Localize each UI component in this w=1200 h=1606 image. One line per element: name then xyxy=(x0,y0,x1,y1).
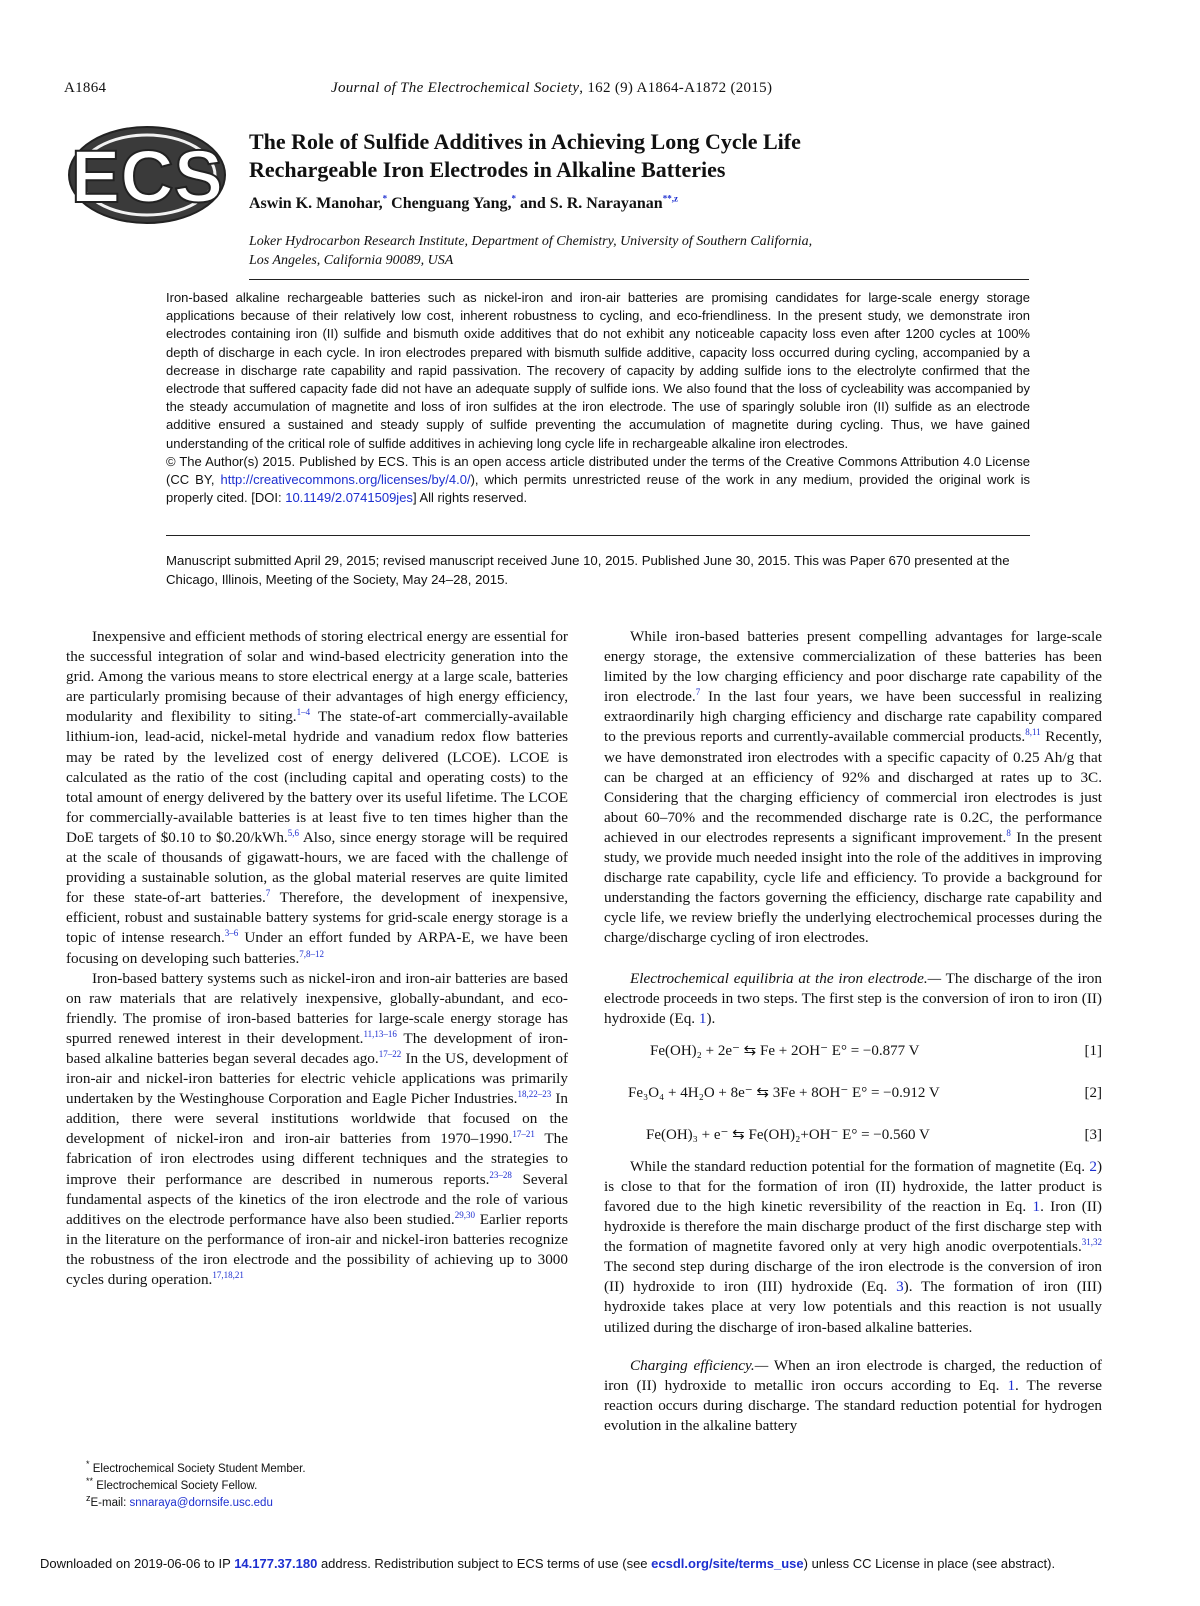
text: The development of iron-based alkaline batteries began several decades ago. xyxy=(66,1029,568,1067)
equation-2 xyxy=(604,1083,1102,1103)
equation-number: [1] xyxy=(1084,1042,1102,1059)
section-paragraph xyxy=(604,969,1102,1029)
footnote-text: Electrochemical Society Student Member. xyxy=(92,1463,306,1475)
text: In addition, there were several institutions worldwide that focused on the development of nickel-iron and iron-air batteries from 1970–1990. xyxy=(66,1090,568,1148)
text: Also, since energy storage will be required at the scale of thousands of gigawatt-hours, we are faced with the challenge of providing a sustainable solution, as the global material reserves are quite limited for these state-of-art batteries. xyxy=(66,828,568,907)
author-3-mark[interactable]: **,z xyxy=(662,193,678,204)
text: When an iron electrode is charged, the reduction of iron (II) hydroxide to metallic iron occurs according to Eq. xyxy=(604,1356,1102,1394)
notice-text: Downloaded on 2019-06-06 to IP xyxy=(40,1556,235,1571)
page-id: A1864 xyxy=(64,80,107,96)
equation-link[interactable]: 3 xyxy=(896,1278,904,1296)
text: In the last four years, we have been successful in realizing extraordinarily high charging efficiency and discharge rate capability compared to the previous reports and currently-available commercial products. xyxy=(604,688,1102,746)
download-notice xyxy=(40,1556,1170,1571)
manuscript-info: Manuscript submitted April 29, 2015; revised manuscript received June 10, 2015. Published June 30, 2015. This was Paper 670 presented at the Chicago, Illinois, Meeting of the Society, May 24–28, 2015. xyxy=(166,553,1010,587)
abstract-rule xyxy=(166,535,1030,536)
footnote-mark: * xyxy=(86,1459,90,1470)
footnote-text: E-mail: xyxy=(90,1497,130,1509)
text: Under an effort funded by ARPA-E, we have been focusing on developing such batteries. xyxy=(66,929,568,967)
text: . The reverse reaction occurs during discharge. The standard reduction potential for hydrogen evolution in the alkaline battery xyxy=(604,1376,1102,1434)
affiliation xyxy=(249,232,1009,270)
text: Several fundamental aspects of the kinetics of the iron electrode and the role of various additives on the electrode performance have also been studied. xyxy=(66,1170,568,1228)
text: In the US, development of iron-air and nickel-iron batteries for electric vehicle applications was primarily undertaken by the Westinghouse Corporation and Eagle Picher Industries. xyxy=(66,1049,569,1108)
equation-text: Fe(OH)₂ + 2e⁻ ⇆ Fe + 2OH⁻ E° = −0.877 V xyxy=(650,1042,920,1059)
footnote xyxy=(86,1478,566,1495)
text: Inexpensive and efficient methods of storing electrical energy are essential for the successful integration of solar and wind-based electricity generation into the grid. Among the various means to store electrical energy at a large scale, batteries are particularly promising because of their advantages of high energy efficiency, modularity and flexibility to siting. xyxy=(66,628,568,726)
paragraph xyxy=(604,1157,1102,1338)
text: Earlier reports in the literature on the performance of iron-air and nickel-iron batteries recognize the robustness of the iron electrode and the possibility of achieving up to 3000 cycles during operation. xyxy=(66,1210,568,1288)
equation-link[interactable]: 2 xyxy=(1089,1157,1097,1175)
affiliation-line-2: Los Angeles, California 90089, USA xyxy=(249,253,454,268)
text: ). xyxy=(706,1009,716,1027)
text: While the standard reduction potential for the formation of magnetite (Eq. xyxy=(630,1157,1090,1175)
text: . Iron (II) hydroxide is therefore the main discharge product of the first discharge step with the formation of magnetite favored only at very high anodic overpotentials. xyxy=(604,1197,1102,1256)
license-link[interactable]: http://creativecommons.org/licenses/by/4.0/ xyxy=(220,472,471,488)
equation-3 xyxy=(604,1125,1102,1145)
terms-link[interactable]: ecsdl.org/site/terms_use xyxy=(651,1556,804,1571)
footnote xyxy=(86,1461,566,1478)
license-text-2: ), which permits unrestricted reuse of the work in any medium, provided the original work is properly cited. [DOI: xyxy=(166,472,1030,506)
footnote-mark: z xyxy=(86,1493,91,1504)
right-column xyxy=(604,627,1102,1436)
title-rule xyxy=(249,279,1029,280)
paragraph xyxy=(604,627,1102,949)
equation-text: Fe₃O₄ + 4H₂O + 8e⁻ ⇆ 3Fe + 8OH⁻ E° = −0.912 V xyxy=(628,1084,940,1101)
citation-link[interactable]: 23–28 xyxy=(489,1169,512,1180)
citation-link[interactable]: 18,22–23 xyxy=(517,1089,552,1100)
abstract-text: Iron-based alkaline rechargeable batteries such as nickel-iron and iron-air batteries are promising candidates for large-scale energy storage applications because of their relatively low cost, inherent robustness to cycling, and eco-friendliness. In the present study, we demonstrate iron electrodes containing iron (II) sulfide and bismuth oxide additives that do not exhibit any noticeable capacity loss even after 1200 cycles at 100% depth of discharge in each cycle. In iron electrodes prepared with bismuth sulfide additive, capacity loss occurred during cycling, accompanied by a decrease in discharge rate capability and rapid passivation. The recovery of capacity by adding sulfide ions to the electrolyte confirmed that the electrode that suffered capacity fade did not have an adequate supply of sulfide ions. We also found that the loss of cycleability was accompanied by the steady accumulation of magnetite and loss of iron sulfides at the iron electrode. The use of sparingly soluble iron (II) sulfide as an electrode additive ensured a sustained and steady supply of sulfide preventing the accumulation of magnetite during cycling. Thus, we have gained understanding of the critical role of sulfide additives in achieving long cycle life in rechargeable alkaline iron electrodes. xyxy=(166,290,1030,451)
logo-text: ECS xyxy=(70,135,224,218)
section-paragraph xyxy=(604,1356,1102,1436)
ecs-logo xyxy=(66,124,228,226)
citation-link[interactable]: 8 xyxy=(1006,827,1011,838)
citation-link[interactable]: 17–21 xyxy=(512,1129,535,1140)
citation-link[interactable]: 5,6 xyxy=(287,827,299,838)
text: The fabrication of iron electrodes using different techniques and the strategies to improve their performance are described in numerous reports. xyxy=(66,1130,568,1188)
text: Recently, we have demonstrated iron electrodes with a specific capacity of 0.25 Ah/g that can be charged at an efficiency of 92% and discharged at rates up to 3C. Considering that the charging efficiency of commercial iron electrodes is just about 60–70% and the recommended discharge rate is 0.2C, the performance achieved in our electrodes represents a significant improvement. xyxy=(604,728,1102,846)
citation-link[interactable]: 3–6 xyxy=(224,928,239,939)
affiliation-line-1: Loker Hydrocarbon Research Institute, Department of Chemistry, University of Southern California, xyxy=(249,234,813,249)
author-2: Chenguang Yang, xyxy=(387,195,512,212)
author-3: and S. R. Narayanan xyxy=(516,195,663,212)
citation-link[interactable]: 17–22 xyxy=(378,1048,402,1059)
citation-link[interactable]: 17,18,21 xyxy=(212,1269,244,1280)
author-2-mark[interactable]: * xyxy=(511,193,516,204)
text: ) is close to that for the formation of iron (II) hydroxide, the latter product is favored due to the high kinetic reversibility of the reaction in Eq. xyxy=(604,1157,1102,1215)
equation-text: Fe(OH)₃ + e⁻ ⇆ Fe(OH)₂+OH⁻ E° = −0.560 V xyxy=(646,1126,930,1143)
equation-link[interactable]: 1 xyxy=(1007,1376,1016,1394)
text: Iron-based battery systems such as nickel-iron and iron-air batteries are based on raw materials that are relatively inexpensive, globally-abundant, and eco-friendly. The promise of iron-based batteries for large-scale energy storage has spurred renewed interest in their development. xyxy=(66,969,568,1047)
doi-link[interactable]: 10.1149/2.0741509jes xyxy=(285,490,413,506)
license-text-3: ] All rights reserved. xyxy=(412,490,528,506)
text: In the present study, we provide much needed insight into the role of the additives in improving discharge rate capability, cycle life and efficiency. To provide a background for understanding the factors governing the efficiency, discharge rate capability and cycle life, we review briefly the underlying electrochemical processes during the charge/discharge cycling of iron electrodes. xyxy=(604,828,1103,947)
left-column xyxy=(66,627,568,1290)
abstract xyxy=(166,289,1030,507)
text: The second step during discharge of the iron electrode is the conversion of iron (II) hydroxide to iron (III) hydroxide (Eq. xyxy=(604,1258,1102,1296)
citation-link[interactable]: 8,11 xyxy=(1025,727,1041,738)
license-text: © The Author(s) 2015. Published by ECS. This is an open access article distributed under the terms of the Creative Commons Attribution 4.0 License (CC BY, xyxy=(166,453,1030,488)
paragraph xyxy=(66,627,568,969)
text: ). The formation of iron (III) hydroxide takes place at very low potentials and this reaction is not usually utilized during the discharge of iron-based alkaline batteries. xyxy=(604,1278,1102,1336)
section-heading: Electrochemical equilibria at the iron electrode.— xyxy=(630,969,942,987)
article-title xyxy=(249,128,979,184)
authors xyxy=(249,195,678,213)
footnote-mark: ** xyxy=(86,1476,94,1487)
title-line-2: Rechargeable Iron Electrodes in Alkaline Batteries xyxy=(249,157,726,182)
equation-1 xyxy=(604,1041,1102,1061)
license-statement xyxy=(166,453,1030,508)
citation-link[interactable]: 31,32 xyxy=(1081,1237,1102,1248)
author-1: Aswin K. Manohar, xyxy=(249,195,383,212)
notice-text: address. Redistribution subject to ECS terms of use (see xyxy=(317,1556,652,1571)
footnotes xyxy=(86,1461,566,1512)
section-heading: Charging efficiency.— xyxy=(630,1356,769,1374)
journal-name: Journal of The Electrochemical Society xyxy=(331,80,580,96)
equation-number: [3] xyxy=(1084,1126,1102,1143)
citation-link[interactable]: 1–4 xyxy=(296,707,311,718)
author-1-mark[interactable]: * xyxy=(382,193,388,204)
equation-link[interactable]: 1 xyxy=(698,1009,707,1027)
title-line-1: The Role of Sulfide Additives in Achieving Long Cycle Life xyxy=(249,129,801,154)
paragraph xyxy=(66,969,568,1291)
notice-text: ) unless CC License in place (see abstract). xyxy=(803,1556,1056,1571)
text: Therefore, the development of inexpensive, efficient, robust and sustainable battery systems for grid-scale energy storage is a topic of intense research. xyxy=(66,889,568,947)
journal-citation: , 162 (9) A1864-A1872 (2015) xyxy=(579,80,773,96)
email-link[interactable]: snnaraya@dornsife.usc.edu xyxy=(129,1497,273,1509)
citation-link[interactable]: 7 xyxy=(695,687,701,698)
citation-link[interactable]: 29,30 xyxy=(454,1209,475,1220)
equation-number: [2] xyxy=(1084,1084,1102,1101)
equation-link[interactable]: 1 xyxy=(1032,1197,1041,1215)
running-header xyxy=(331,80,772,97)
footnote xyxy=(86,1495,566,1512)
footnote-text: Electrochemical Society Fellow. xyxy=(96,1480,258,1492)
citation-link[interactable]: 7 xyxy=(265,888,271,899)
text: The state-of-art commercially-available lithium-ion, lead-acid, nickel-metal hydride and vanadium redox flow batteries may be rated by the levelized cost of energy delivered (LCOE). LCOE is calculated as the ratio of the cost (including capital and operating costs) to the total amount of energy delivered by the battery over its useful lifetime. The LCOE for commercially-available batteries is at least five to ten times higher than the DoE targets of $0.10 to $0.20/kWh. xyxy=(66,708,568,846)
text: While iron-based batteries present compelling advantages for large-scale energy storage, the extensive commercialization of these batteries has been limited by the low charging efficiency and poor discharge rate capability of the iron electrode. xyxy=(604,628,1102,706)
text: The discharge of the iron electrode proceeds in two steps. The first step is the conversion of iron to iron (II) hydroxide (Eq. xyxy=(604,969,1102,1027)
ip-link[interactable]: 14.177.37.180 xyxy=(234,1556,318,1571)
citation-link[interactable]: 11,13–16 xyxy=(363,1028,397,1039)
citation-link[interactable]: 7,8–12 xyxy=(299,948,324,959)
